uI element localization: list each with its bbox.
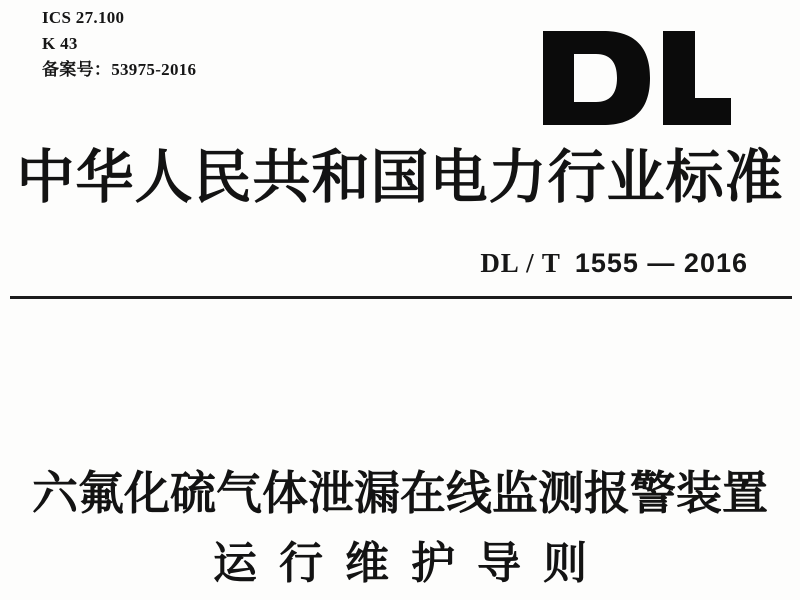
standard-code bbox=[480, 247, 748, 279]
divider-line bbox=[10, 296, 792, 299]
standard-code-number: 1555 — 2016 bbox=[574, 248, 748, 278]
document-title-line2: 运行维护导则 bbox=[213, 539, 609, 588]
dl-logo bbox=[543, 31, 731, 125]
meta-block bbox=[42, 5, 196, 83]
ics-code: ICS 27.100 bbox=[42, 8, 125, 27]
standard-code-prefix: DL / T bbox=[480, 248, 561, 278]
document-title-line1: 六氟化硫气体泄漏在线监测报警装置 bbox=[32, 467, 768, 519]
classification-code: K 43 bbox=[42, 34, 78, 53]
standard-heading: 中华人民共和国电力行业标准 bbox=[16, 145, 784, 210]
record-number: 备案号：53975-2016 bbox=[42, 60, 197, 79]
